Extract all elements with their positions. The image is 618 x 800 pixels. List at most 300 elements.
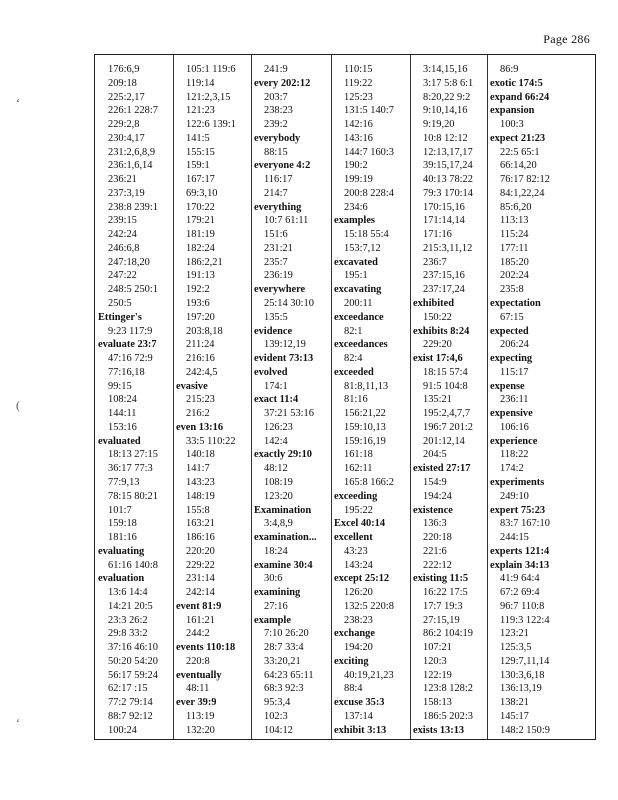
index-term: evasive <box>176 380 208 392</box>
index-reference: 69:3,10 <box>186 187 218 199</box>
index-term: Ettinger's <box>98 311 142 323</box>
index-reference: 171:16 <box>423 229 452 241</box>
index-term: explain 34:13 <box>490 559 550 571</box>
index-reference: 151:6 <box>264 229 288 241</box>
index-term: examine 30:4 <box>254 559 313 571</box>
index-reference: 25:14 30:10 <box>264 298 314 310</box>
index-reference: 43:23 <box>344 545 368 557</box>
index-reference: 82:4 <box>344 353 363 365</box>
index-term: except 25:12 <box>334 573 390 585</box>
column-divider <box>173 55 174 739</box>
index-reference: 33:20,21 <box>264 655 301 667</box>
index-reference: 216:2 <box>186 408 210 420</box>
index-reference: 108:24 <box>108 394 137 406</box>
index-term: exotic 174:5 <box>490 77 543 89</box>
index-reference: 186:16 <box>186 532 215 544</box>
index-reference: 200:11 <box>344 298 373 310</box>
index-reference: 132:20 <box>186 724 215 736</box>
index-reference: 236:19 <box>264 270 293 282</box>
index-reference: 156:21,22 <box>344 408 386 420</box>
index-reference: 195:22 <box>344 504 373 516</box>
index-reference: 190:2 <box>344 160 368 172</box>
index-term: example <box>254 614 291 626</box>
index-reference: 239:15 <box>108 215 137 227</box>
index-term: expansion <box>490 105 535 117</box>
index-reference: 226:1 228:7 <box>108 105 158 117</box>
index-reference: 165:8 166:2 <box>344 476 394 488</box>
index-reference: 159:10,13 <box>344 421 386 433</box>
index-reference: 236:1,6,14 <box>108 160 153 172</box>
index-reference: 30:6 <box>264 573 283 585</box>
index-reference: 237:3,19 <box>108 187 145 199</box>
index-reference: 123:8 128:2 <box>423 683 473 695</box>
column-divider <box>487 55 488 739</box>
index-reference: 145:17 <box>500 710 529 722</box>
index-reference: 237:17,24 <box>423 284 465 296</box>
index-reference: 150:22 <box>423 311 452 323</box>
index-reference: 162:11 <box>344 463 373 475</box>
index-reference: 82:1 <box>344 325 363 337</box>
index-reference: 119:3 122:4 <box>500 614 550 626</box>
index-column-1 <box>98 63 172 739</box>
index-term: exhibited <box>413 298 454 310</box>
column-divider <box>251 55 252 739</box>
index-reference: 113:19 <box>186 710 215 722</box>
index-reference: 67:15 <box>500 311 524 323</box>
index-reference: 211:24 <box>186 339 215 351</box>
index-term: ever 39:9 <box>176 697 217 709</box>
index-term: expand 66:24 <box>490 91 550 103</box>
index-reference: 29:8 33:2 <box>108 628 148 640</box>
index-reference: 13:6 14:4 <box>108 587 148 599</box>
index-term: excellent <box>334 532 373 544</box>
index-reference: 159:18 <box>108 518 137 530</box>
index-term: expecting <box>490 353 533 365</box>
index-reference: 67:2 69:4 <box>500 587 540 599</box>
margin-tick: ‘ <box>16 96 20 110</box>
index-reference: 220:8 <box>186 655 210 667</box>
index-term: exist 17:4,6 <box>413 353 463 365</box>
index-reference: 200:8 228:4 <box>344 187 394 199</box>
index-reference: 61:16 140:8 <box>108 559 158 571</box>
index-reference: 84:1,22,24 <box>500 187 545 199</box>
index-reference: 174:2 <box>500 463 524 475</box>
index-reference: 48:11 <box>186 683 210 695</box>
index-term: exhibit 3:13 <box>334 724 387 736</box>
index-reference: 171:14,14 <box>423 215 465 227</box>
index-reference: 203:8,18 <box>186 325 223 337</box>
index-column-3 <box>254 63 330 739</box>
index-reference: 116:17 <box>264 174 293 186</box>
index-reference: 81:8,11,13 <box>344 380 389 392</box>
index-term: exceedances <box>334 339 388 351</box>
index-reference: 236:7 <box>423 256 447 268</box>
column-divider <box>410 55 411 739</box>
index-reference: 167:17 <box>186 174 215 186</box>
index-reference: 83:7 167:10 <box>500 518 550 530</box>
index-reference: 36:17 77:3 <box>108 463 153 475</box>
index-reference: 144:11 <box>108 408 137 420</box>
index-reference: 220:18 <box>423 532 452 544</box>
index-reference: 119:22 <box>344 77 373 89</box>
index-reference: 191:13 <box>186 270 215 282</box>
index-reference: 95:3,4 <box>264 697 291 709</box>
index-reference: 158:13 <box>423 697 452 709</box>
index-reference: 238:23 <box>264 105 293 117</box>
index-reference: 110:15 <box>344 64 373 75</box>
index-reference: 121:23 <box>186 105 215 117</box>
index-term: evaluating <box>98 545 145 557</box>
index-reference: 141:7 <box>186 463 210 475</box>
index-reference: 143:24 <box>344 559 373 571</box>
index-term: everything <box>254 201 302 213</box>
index-term: exchange <box>334 628 375 640</box>
index-reference: 235:7 <box>264 256 288 268</box>
index-reference: 246:6,8 <box>108 242 140 254</box>
index-term: exhibits 8:24 <box>413 325 470 337</box>
index-reference: 17:7 19:3 <box>423 600 463 612</box>
index-term: experience <box>490 435 538 447</box>
index-reference: 159:16,19 <box>344 435 386 447</box>
index-term: eventually <box>176 669 222 681</box>
index-column-4 <box>334 63 409 739</box>
index-reference: 199:19 <box>344 174 373 186</box>
index-term: exists 13:13 <box>413 724 465 736</box>
index-reference: 244:2 <box>186 628 210 640</box>
index-term: expensive <box>490 408 533 420</box>
index-column-2 <box>176 63 250 739</box>
index-reference: 9:10,14,16 <box>423 105 468 117</box>
index-reference: 216:16 <box>186 353 215 365</box>
index-reference: 135:21 <box>423 394 452 406</box>
index-reference: 229:20 <box>423 339 452 351</box>
index-reference: 182:24 <box>186 242 215 254</box>
index-reference: 91:5 104:8 <box>423 380 468 392</box>
index-reference: 40:19,21,23 <box>344 669 394 681</box>
index-reference: 125:3,5 <box>500 642 532 654</box>
index-term: evaluated <box>98 435 141 447</box>
index-term: evidence <box>254 325 293 337</box>
index-reference: 76:17 82:12 <box>500 174 550 186</box>
index-reference: 122:19 <box>423 669 452 681</box>
index-term: examining <box>254 587 301 599</box>
index-reference: 77:2 79:14 <box>108 697 153 709</box>
index-term: expert 75:23 <box>490 504 546 516</box>
index-term: exciting <box>334 655 369 667</box>
index-reference: 201:12,14 <box>423 435 465 447</box>
index-reference: 176:6,9 <box>108 64 140 75</box>
index-column-5 <box>413 63 486 739</box>
index-reference: 48:12 <box>264 463 288 475</box>
index-term: existed 27:17 <box>413 463 471 475</box>
index-reference: 119:14 <box>186 77 215 89</box>
index-term: exactly 29:10 <box>254 449 312 461</box>
index-reference: 181:16 <box>108 532 137 544</box>
index-reference: 137:14 <box>344 710 373 722</box>
index-term: existing 11:5 <box>413 573 469 585</box>
index-reference: 215:23 <box>186 394 215 406</box>
column-divider <box>331 55 332 739</box>
index-reference: 236:11 <box>500 394 529 406</box>
index-term: every 202:12 <box>254 77 311 89</box>
index-reference: 23:3 26:2 <box>108 614 148 626</box>
index-reference: 204:5 <box>423 449 447 461</box>
index-reference: 242:24 <box>108 229 137 241</box>
index-reference: 186:5 202:3 <box>423 710 473 722</box>
index-reference: 115:17 <box>500 366 529 378</box>
index-reference: 238:8 239:1 <box>108 201 158 213</box>
index-reference: 118:22 <box>500 449 529 461</box>
index-reference: 177:11 <box>500 242 529 254</box>
index-term: expectation <box>490 298 541 310</box>
index-reference: 197:20 <box>186 311 215 323</box>
index-reference: 195:1 <box>344 270 368 282</box>
index-term: experiments <box>490 476 545 488</box>
index-reference: 144:7 160:3 <box>344 146 394 158</box>
index-reference: 88:15 <box>264 146 288 158</box>
index-reference: 88:7 92:12 <box>108 710 153 722</box>
index-reference: 155:15 <box>186 146 215 158</box>
index-term: everywhere <box>254 284 306 296</box>
index-reference: 220:20 <box>186 545 215 557</box>
index-reference: 3:17 5:8 6:1 <box>423 77 474 89</box>
index-reference: 159:1 <box>186 160 210 172</box>
index-reference: 108:19 <box>264 476 293 488</box>
index-reference: 230:4,17 <box>108 132 145 144</box>
index-reference: 41:9 64:4 <box>500 573 540 585</box>
index-reference: 14:21 20:5 <box>108 600 153 612</box>
index-reference: 239:2 <box>264 119 288 131</box>
index-reference: 154:9 <box>423 476 447 488</box>
index-term: exceeding <box>334 490 378 502</box>
index-reference: 9:23 117:9 <box>108 325 153 337</box>
index-reference: 7:10 26:20 <box>264 628 309 640</box>
index-reference: 229:22 <box>186 559 215 571</box>
index-reference: 85:6,20 <box>500 201 532 213</box>
index-reference: 206:24 <box>500 339 529 351</box>
index-reference: 192:2 <box>186 284 210 296</box>
index-reference: 120:3 <box>423 655 447 667</box>
index-term: even 13:16 <box>176 421 224 433</box>
index-reference: 140:18 <box>186 449 215 461</box>
index-reference: 125:23 <box>344 91 373 103</box>
index-reference: 115:24 <box>500 229 529 241</box>
index-reference: 148:19 <box>186 490 215 502</box>
index-reference: 161:18 <box>344 449 373 461</box>
index-reference: 247:22 <box>108 270 137 282</box>
index-reference: 126:23 <box>264 421 293 433</box>
index-reference: 135:5 <box>264 311 288 323</box>
index-reference: 231:21 <box>264 242 293 254</box>
index-reference: 196:7 201:2 <box>423 421 473 433</box>
index-reference: 8:20,22 9:2 <box>423 91 471 103</box>
index-reference: 194:24 <box>423 490 452 502</box>
index-reference: 244:15 <box>500 532 529 544</box>
index-reference: 194:20 <box>344 642 373 654</box>
index-term: Excel 40:14 <box>334 518 386 530</box>
index-reference: 195:2,4,7,7 <box>423 408 471 420</box>
index-reference: 130:3,6,18 <box>500 669 545 681</box>
index-reference: 62:17 :15 <box>108 683 148 695</box>
index-table <box>94 54 596 740</box>
index-term: expense <box>490 380 525 392</box>
index-reference: 161:21 <box>186 614 215 626</box>
index-term: Examination <box>254 504 312 516</box>
index-reference: 249:10 <box>500 490 529 502</box>
index-term: evaluate 23:7 <box>98 339 157 351</box>
index-term: expected <box>490 325 529 337</box>
index-term: exact 11:4 <box>254 394 299 406</box>
index-reference: 68:3 92:3 <box>264 683 304 695</box>
index-reference: 221:6 <box>423 545 447 557</box>
index-reference: 235:8 <box>500 284 524 296</box>
index-reference: 27:16 <box>264 600 288 612</box>
index-reference: 123:20 <box>264 490 293 502</box>
index-reference: 209:18 <box>108 77 137 89</box>
index-reference: 15:18 55:4 <box>344 229 389 241</box>
index-reference: 242:4,5 <box>186 366 218 378</box>
index-term: excavating <box>334 284 382 296</box>
index-term: exceeded <box>334 366 374 378</box>
index-reference: 250:5 <box>108 298 132 310</box>
index-reference: 155:8 <box>186 504 210 516</box>
index-reference: 28:7 33:4 <box>264 642 304 654</box>
index-reference: 79:3 170:14 <box>423 187 473 199</box>
index-reference: 78:15 80:21 <box>108 490 158 502</box>
index-reference: 100:24 <box>108 724 137 736</box>
index-reference: 142:4 <box>264 435 288 447</box>
index-reference: 22:5 65:1 <box>500 146 540 158</box>
index-reference: 247:18,20 <box>108 256 150 268</box>
index-reference: 170:22 <box>186 201 215 213</box>
index-reference: 12:13,17,17 <box>423 146 473 158</box>
index-reference: 131:5 140:7 <box>344 105 394 117</box>
index-reference: 129:7,11,14 <box>500 655 550 667</box>
index-reference: 203:7 <box>264 91 288 103</box>
index-reference: 47:16 72:9 <box>108 353 153 365</box>
index-reference: 37:16 46:10 <box>108 642 158 654</box>
index-term: exceedance <box>334 311 384 323</box>
index-reference: 121:2,3,15 <box>186 91 231 103</box>
index-reference: 148:2 150:9 <box>500 724 550 736</box>
index-reference: 241:9 <box>264 64 288 75</box>
index-reference: 10:7 61:11 <box>264 215 309 227</box>
index-reference: 39:15,17,24 <box>423 160 473 172</box>
index-reference: 132:5 220:8 <box>344 600 394 612</box>
index-reference: 143:16 <box>344 132 373 144</box>
index-term: event 81:9 <box>176 600 222 612</box>
index-reference: 185:20 <box>500 256 529 268</box>
index-reference: 102:3 <box>264 710 288 722</box>
index-reference: 214:7 <box>264 187 288 199</box>
index-reference: 231:2,6,8,9 <box>108 146 156 158</box>
index-reference: 123:21 <box>500 628 529 640</box>
index-reference: 136:3 <box>423 518 447 530</box>
index-reference: 100:3 <box>500 119 524 131</box>
index-reference: 81:16 <box>344 394 368 406</box>
index-reference: 101:7 <box>108 504 132 516</box>
index-reference: 236:21 <box>108 174 137 186</box>
index-reference: 143:23 <box>186 476 215 488</box>
index-reference: 222:12 <box>423 559 452 571</box>
index-reference: 104:12 <box>264 724 293 736</box>
page-number: Page 286 <box>543 32 590 46</box>
index-reference: 231:14 <box>186 573 215 585</box>
index-term: everyone 4:2 <box>254 160 311 172</box>
index-reference: 181:19 <box>186 229 215 241</box>
index-term: expect 21:23 <box>490 132 546 144</box>
index-reference: 126:20 <box>344 587 373 599</box>
index-reference: 33:5 110:22 <box>186 435 236 447</box>
index-term: everybody <box>254 132 301 144</box>
index-reference: 113:13 <box>500 215 529 227</box>
index-reference: 3:4,8,9 <box>264 518 293 530</box>
index-reference: 163:21 <box>186 518 215 530</box>
index-term: experts 121:4 <box>490 545 550 557</box>
index-term: examples <box>334 215 375 227</box>
index-reference: 56:17 59:24 <box>108 669 158 681</box>
index-term: evolved <box>254 366 288 378</box>
index-reference: 77:9,13 <box>108 476 140 488</box>
index-reference: 106:16 <box>500 421 529 433</box>
index-reference: 16:22 17:5 <box>423 587 468 599</box>
index-reference: 225:2,17 <box>108 91 145 103</box>
index-reference: 96:7 110:8 <box>500 600 545 612</box>
index-reference: 238:23 <box>344 614 373 626</box>
index-term: evaluation <box>98 573 145 585</box>
index-reference: 18:13 27:15 <box>108 449 158 461</box>
index-reference: 18:24 <box>264 545 288 557</box>
index-reference: 202:24 <box>500 270 529 282</box>
index-reference: 10:8 12:12 <box>423 132 468 144</box>
index-reference: 86:2 104:19 <box>423 628 473 640</box>
index-reference: 50:20 54:20 <box>108 655 158 667</box>
index-column-6 <box>490 63 594 739</box>
index-term: events 110:18 <box>176 642 236 654</box>
index-reference: 18:15 57:4 <box>423 366 468 378</box>
index-reference: 174:1 <box>264 380 288 392</box>
margin-bracket: ( <box>16 398 20 412</box>
index-reference: 66:14,20 <box>500 160 537 172</box>
index-reference: 139:12,19 <box>264 339 306 351</box>
index-reference: 64:23 65:11 <box>264 669 314 681</box>
index-reference: 141:5 <box>186 132 210 144</box>
index-reference: 77:16,18 <box>108 366 145 378</box>
index-reference: 142:16 <box>344 119 373 131</box>
index-reference: 237:15,16 <box>423 270 465 282</box>
index-reference: 229:2,8 <box>108 119 140 131</box>
index-reference: 215:3,11,12 <box>423 242 473 254</box>
margin-tick: ‘ <box>16 716 20 730</box>
index-term: examination... <box>254 532 317 544</box>
index-term: evident 73:13 <box>254 353 314 365</box>
index-reference: 27:15,19 <box>423 614 460 626</box>
index-term: excavated <box>334 256 378 268</box>
index-reference: 170:15,16 <box>423 201 465 213</box>
index-reference: 248:5 250:1 <box>108 284 158 296</box>
index-reference: 122:6 139:1 <box>186 119 236 131</box>
index-reference: 193:6 <box>186 298 210 310</box>
index-reference: 40:13 78:22 <box>423 174 473 186</box>
index-reference: 86:9 <box>500 64 519 75</box>
index-reference: 107:21 <box>423 642 452 654</box>
index-reference: 105:1 119:6 <box>186 64 236 75</box>
index-reference: 3:14,15,16 <box>423 64 468 75</box>
index-reference: 153:7,12 <box>344 242 381 254</box>
index-reference: 138:21 <box>500 697 529 709</box>
index-reference: 234:6 <box>344 201 368 213</box>
index-reference: 153:16 <box>108 421 137 433</box>
